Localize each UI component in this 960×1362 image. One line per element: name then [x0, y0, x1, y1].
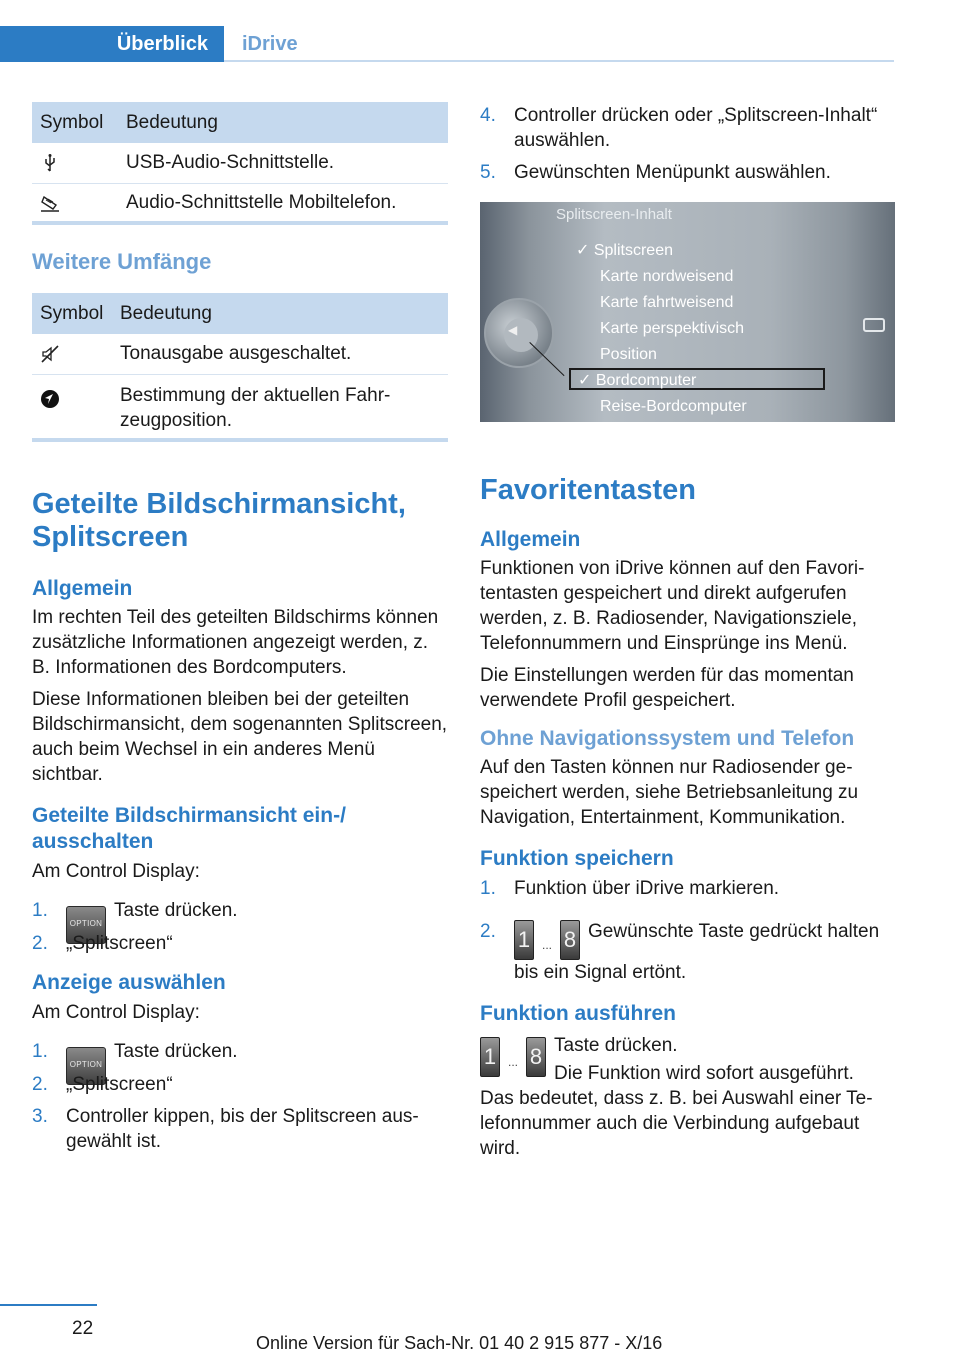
mute-icon — [40, 344, 60, 364]
tab-idrive[interactable]: iDrive — [242, 32, 298, 55]
col-header-symbol: Symbol — [32, 102, 126, 143]
table-row — [32, 183, 448, 223]
favorite-key-1-icon: 1 — [514, 920, 534, 960]
step-number: 1. — [32, 1041, 48, 1062]
dots: ... — [541, 938, 552, 952]
table-row — [32, 143, 448, 183]
symbol-table-weitere — [32, 293, 448, 442]
symbol-table-audio — [32, 102, 448, 225]
screen-title: Splitscreen-Inhalt — [556, 206, 672, 223]
paragraph: Die Einstellungen werden für das momentan verwendete Profil gespeichert. — [480, 665, 854, 711]
col-header-meaning: Bedeutung — [120, 293, 448, 334]
row-text: Bestimmung der aktuellen Fahrzeugposition. — [120, 374, 448, 440]
row-text: Tonausgabe ausgeschaltet. — [120, 334, 448, 374]
steps-list — [32, 1039, 448, 1154]
step-text: Gewünschten Menüpunkt auswählen. — [514, 162, 831, 183]
paragraph: Das bedeutet, dass z. B. bei Auswahl einer Telefonnummer auch die Verbindung aufgebaut wird. — [480, 1088, 873, 1159]
step-text: Controller drücken oder „Splitscreen-Inhalt“ auswählen. — [514, 105, 878, 151]
execute-block — [480, 1033, 895, 1083]
phone-audio-icon — [40, 193, 60, 213]
favorite-key-1-icon: 1 — [480, 1037, 500, 1077]
paragraph: Funktionen von iDrive können auf den Favoritentasten gespeichert und direkt aufgerufen werden, z. B. Radiosender, Navigationsziele, Telefonnummern und Einsprünge ins Menü. — [480, 558, 865, 654]
list-item — [480, 103, 895, 153]
list-item — [32, 1072, 448, 1097]
step-number: 2. — [32, 1074, 48, 1095]
paragraph: Taste drücken. — [554, 1035, 678, 1056]
splitscreen-illustration — [480, 202, 895, 422]
page-number: 22 — [72, 1318, 94, 1339]
dots: ... — [507, 1055, 518, 1069]
paragraph: Auf den Tasten können nur Radiosender gespeichert werden, siehe Betriebsanleitung zu Navigation, Entertainment, Kommunikation. — [480, 757, 859, 828]
subsection-title-speichern: Funktion speichern — [480, 847, 674, 870]
subsection-title-allgemein: Allgemein — [32, 577, 133, 600]
steps-list — [480, 876, 895, 985]
step-text: Taste drücken. — [114, 900, 238, 921]
tab-ueberblick[interactable]: Überblick — [0, 26, 224, 62]
step-number: 1. — [32, 900, 48, 921]
step-number: 1. — [480, 878, 496, 899]
subsection-title-allgemein: Allgemein — [480, 528, 581, 551]
menu-item: ✓ Bordcomputer — [578, 372, 697, 389]
step-number: 5. — [480, 162, 496, 183]
step-text: „Splitscreen“ — [66, 1074, 173, 1095]
controller-knob-icon — [484, 298, 554, 368]
screen-menu — [576, 238, 880, 420]
option-button-icon: OPTION — [66, 906, 106, 944]
list-item — [32, 931, 448, 956]
footer-text: Online Version für Sach-Nr. 01 40 2 915 877 - X/16 — [256, 1333, 663, 1353]
row-text: USB-Audio-Schnittstelle. — [126, 143, 448, 183]
col-header-symbol: Symbol — [32, 293, 120, 334]
paragraph: Diese Informationen bleiben bei der geteilten Bildschirmansicht, dem sogenannten Splitscreen, auch beim Wechsel in ein anderes Menü sichtbar. — [32, 689, 448, 785]
favorite-keys-group — [480, 1037, 546, 1077]
subsection-title-ohne: Ohne Navigationssystem und Telefon — [480, 727, 855, 750]
paragraph: Im rechten Teil des geteilten Bildschirms können zusätzliche Informationen angezeigt werden, z. B. Informationen des Bordcomputers. — [32, 607, 439, 678]
arrow-left-icon: ◀ — [508, 323, 518, 337]
menu-item: Karte nordweisend — [600, 268, 734, 285]
list-item — [480, 919, 895, 985]
header-bar — [0, 26, 894, 62]
paragraph: Die Funktion wird sofort ausgeführt. — [554, 1063, 854, 1084]
step-text: Funktion über iDrive markieren. — [514, 878, 780, 899]
usb-icon — [40, 153, 60, 173]
footer-line — [0, 1304, 97, 1306]
table-row — [32, 374, 448, 440]
vehicle-position-icon — [40, 389, 60, 409]
steps-list — [480, 103, 895, 185]
step-text: Taste drücken. — [114, 1041, 238, 1062]
list-item — [480, 160, 895, 185]
list-item — [480, 876, 895, 901]
steps-list — [32, 898, 448, 956]
menu-item: Karte perspektivisch — [600, 320, 745, 337]
menu-item: ✓ Splitscreen — [576, 242, 673, 259]
subsection-title-ausfuehren: Funktion ausführen — [480, 1002, 676, 1025]
menu-item: Reise-Bordcomputer — [600, 398, 747, 415]
subsection-title-onoff: Geteilte Bildschirmansicht ein-/ ausschalten — [32, 804, 346, 853]
step-number: 3. — [32, 1106, 48, 1127]
section-title-splitscreen: Geteilte Bildschirmansicht, Splitscreen — [32, 488, 406, 553]
paragraph: Am Control Display: — [32, 861, 200, 882]
menu-item: Position — [600, 346, 657, 363]
section-title-favoriten: Favoritentasten — [480, 474, 696, 506]
table-row — [32, 334, 448, 374]
paragraph: Am Control Display: — [32, 1002, 200, 1023]
section-title-weitere: Weitere Umfänge — [32, 249, 212, 274]
favorite-key-8-icon: 8 — [526, 1037, 546, 1077]
col-header-meaning: Bedeutung — [126, 102, 448, 143]
left-column — [32, 102, 448, 1154]
step-number: 2. — [480, 921, 496, 942]
favorite-key-8-icon: 8 — [560, 920, 580, 960]
step-number: 2. — [32, 933, 48, 954]
step-text: Gewünschte Taste gedrückt halten bis ein Signal ertönt. — [514, 921, 880, 983]
menu-item: Karte fahrtweisend — [600, 294, 734, 311]
list-item — [32, 1104, 448, 1154]
step-number: 4. — [480, 105, 496, 126]
list-item — [32, 1039, 448, 1072]
option-button-icon: OPTION — [66, 1047, 106, 1085]
step-text: „Splitscreen“ — [66, 933, 173, 954]
step-text: Controller kippen, bis der Splitscreen ausgewählt ist. — [66, 1106, 419, 1152]
list-item — [32, 898, 448, 931]
right-column — [480, 102, 895, 1161]
subsection-title-anzeige: Anzeige auswählen — [32, 971, 226, 994]
row-text: Audio-Schnittstelle Mobiltelefon. — [126, 183, 448, 223]
